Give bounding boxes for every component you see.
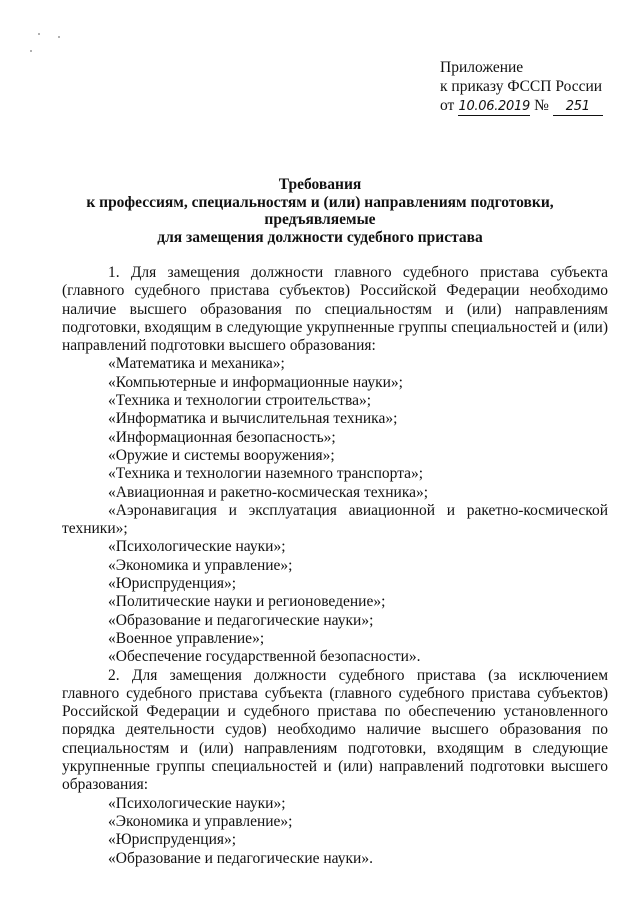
- handwritten-date: 10.06.2019: [458, 99, 530, 114]
- title-line-3: для замещения должности судебного пристава: [157, 228, 483, 246]
- list-item: «Военное управление»;: [108, 629, 265, 647]
- list-item: «Техника и технологии наземного транспорта»;: [108, 465, 424, 483]
- list-item: «Авиационная и ракетно-космическая техника»;: [108, 483, 429, 501]
- list-item: «Математика и механика»;: [108, 355, 285, 373]
- list-item: «Психологические науки»;: [108, 538, 286, 556]
- list-item: «Образование и педагогические науки»;: [108, 611, 374, 629]
- list-item: «Экономика и управление»;: [108, 812, 293, 830]
- appendix-block: [440, 58, 630, 116]
- scan-speck: [38, 33, 40, 35]
- title-line-2: к профессиям, специальностям и (или) направлениям подготовки, предъявляемые: [86, 193, 554, 228]
- number-prefix: №: [534, 97, 549, 114]
- list-item: «Информатика и вычислительная техника»;: [108, 410, 398, 428]
- appendix-line-1: Приложение: [440, 59, 524, 76]
- handwritten-number: 251: [553, 99, 603, 116]
- list-item: «Юриспруденция»;: [108, 575, 237, 593]
- list-item: «Экономика и управление»;: [108, 556, 293, 574]
- list-item: «Психологические науки»;: [108, 794, 286, 812]
- title-line-1: Требования: [278, 176, 362, 193]
- list-item: «Образование и педагогические науки».: [108, 849, 373, 867]
- scan-speck: [30, 50, 32, 52]
- list-item: «Политические науки и регионоведение»;: [108, 593, 386, 611]
- section-1-intro: 1. Для замещения должности главного судебного пристава субъекта (главного судебного пристава субъектов) Российской Федерации необходимо наличие высшего образования по специальностям и (или) направлениям подготовки, входящим в следующие укрупненные группы специальностей и (или) направлений подготовки высшего образования:: [62, 264, 608, 355]
- list-item: «Информационная безопасность»;: [108, 428, 336, 446]
- list-item: «Аэронавигация и эксплуатация авиационной и ракетно-космической техники»;: [62, 501, 608, 538]
- document-body: [62, 264, 608, 868]
- list-item: «Оружие и системы вооружения»;: [108, 446, 335, 464]
- scan-speck: [58, 36, 60, 38]
- document-title: [40, 176, 600, 246]
- appendix-date-line: [440, 96, 630, 116]
- list-item: «Техника и технологии строительства»;: [108, 392, 372, 410]
- section-2-intro: 2. Для замещения должности судебного пристава (за исключением главного судебного пристава субъекта (главного судебного пристава субъектов) Российской Федерации и судебного пристава по обеспечению установленного порядка деятельности судов) необходимо наличие высшего образования по специальностям и (или) направлениям подготовки, входящим в следующие укрупненные группы специальностей и (или) направлений подготовки высшего образования:: [62, 666, 608, 794]
- list-item: «Юриспруденция»;: [108, 831, 237, 849]
- date-prefix: от: [440, 97, 455, 114]
- list-item: «Обеспечение государственной безопасности».: [108, 648, 421, 666]
- appendix-line-2: к приказу ФССП России: [440, 78, 603, 95]
- list-item: «Компьютерные и информационные науки»;: [108, 373, 403, 391]
